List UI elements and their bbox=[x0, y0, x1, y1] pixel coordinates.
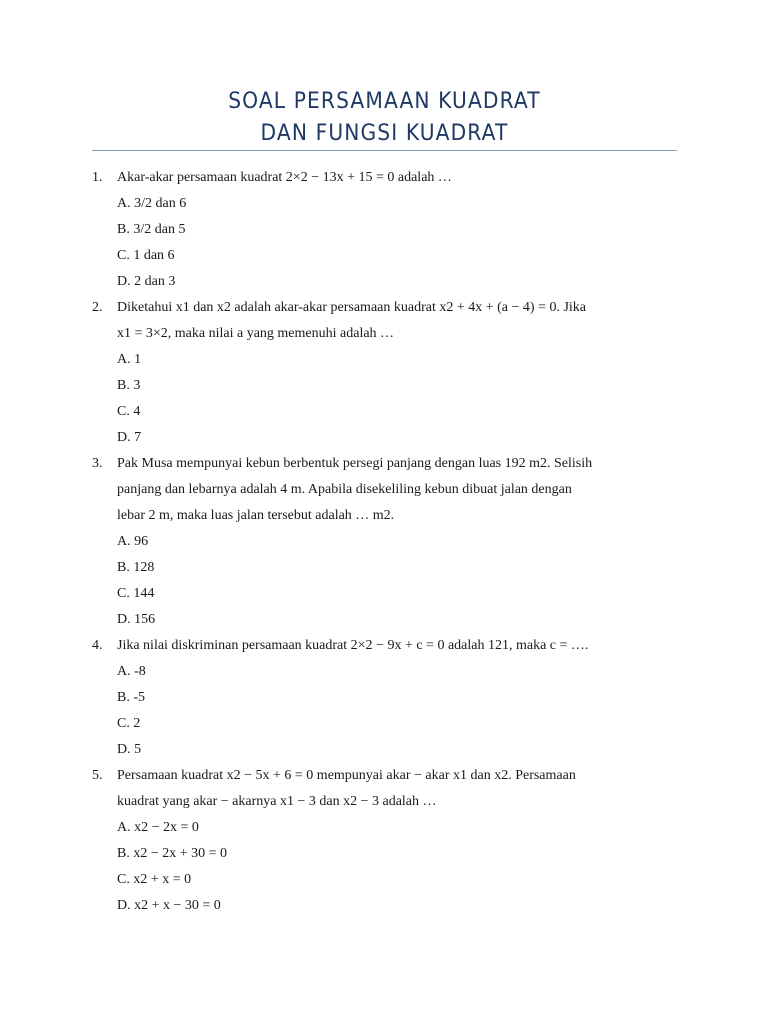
question-text-continued: x1 = 3×2, maka nilai a yang memenuhi adalah … bbox=[117, 326, 395, 341]
option-d: D. 7 bbox=[117, 430, 142, 445]
title-line-1: SOAL PERSAMAAN KUADRAT bbox=[228, 89, 541, 114]
question-text: Persamaan kuadrat x2 − 5x + 6 = 0 mempunyai akar − akar x1 dan x2. Persamaan bbox=[117, 768, 576, 783]
option-a: A. -8 bbox=[117, 664, 146, 679]
option-b: B. 3/2 dan 5 bbox=[117, 222, 186, 237]
question-text: Jika nilai diskriminan persamaan kuadrat 2×2 − 9x + c = 0 adalah 121, maka c = …. bbox=[117, 638, 589, 653]
question-number: 2. bbox=[92, 300, 103, 315]
question-list bbox=[92, 165, 682, 919]
question-number: 3. bbox=[92, 456, 103, 471]
option-d: D. x2 + x − 30 = 0 bbox=[117, 898, 221, 913]
question-1 bbox=[92, 165, 682, 295]
question-number: 4. bbox=[92, 638, 103, 653]
option-d: D. 5 bbox=[117, 742, 142, 757]
question-3 bbox=[92, 451, 682, 633]
document-title bbox=[92, 86, 677, 150]
question-2 bbox=[92, 295, 682, 451]
question-text: Pak Musa mempunyai kebun berbentuk persegi panjang dengan luas 192 m2. Selisih bbox=[117, 456, 593, 471]
option-b: B. 3 bbox=[117, 378, 141, 393]
option-c: C. 4 bbox=[117, 404, 141, 419]
question-text-continued: lebar 2 m, maka luas jalan tersebut adalah … m2. bbox=[117, 508, 395, 523]
option-d: D. 2 dan 3 bbox=[117, 274, 176, 289]
option-c: C. 1 dan 6 bbox=[117, 248, 175, 263]
question-text-continued: panjang dan lebarnya adalah 4 m. Apabila disekeliling kebun dibuat jalan dengan bbox=[117, 482, 572, 497]
option-b: B. x2 − 2x + 30 = 0 bbox=[117, 846, 228, 861]
title-line-2: DAN FUNGSI KUADRAT bbox=[260, 121, 509, 146]
option-a: A. 3/2 dan 6 bbox=[117, 196, 187, 211]
option-a: A. 96 bbox=[117, 534, 149, 549]
option-c: C. 144 bbox=[117, 586, 155, 601]
question-5 bbox=[92, 763, 682, 919]
question-text: Akar-akar persamaan kuadrat 2×2 − 13x + 15 = 0 adalah … bbox=[117, 170, 452, 185]
option-b: B. 128 bbox=[117, 560, 155, 575]
option-a: A. x2 − 2x = 0 bbox=[117, 820, 199, 835]
question-text: Diketahui x1 dan x2 adalah akar-akar persamaan kuadrat x2 + 4x + (a − 4) = 0. Jika bbox=[117, 300, 587, 315]
question-number: 1. bbox=[92, 170, 103, 185]
option-c: C. x2 + x = 0 bbox=[117, 872, 192, 887]
question-4 bbox=[92, 633, 682, 763]
title-divider bbox=[92, 150, 677, 151]
question-number: 5. bbox=[92, 768, 103, 783]
option-c: C. 2 bbox=[117, 716, 141, 731]
option-d: D. 156 bbox=[117, 612, 156, 627]
question-text-continued: kuadrat yang akar − akarnya x1 − 3 dan x2 − 3 adalah … bbox=[117, 794, 437, 809]
option-a: A. 1 bbox=[117, 352, 142, 367]
option-b: B. -5 bbox=[117, 690, 145, 705]
